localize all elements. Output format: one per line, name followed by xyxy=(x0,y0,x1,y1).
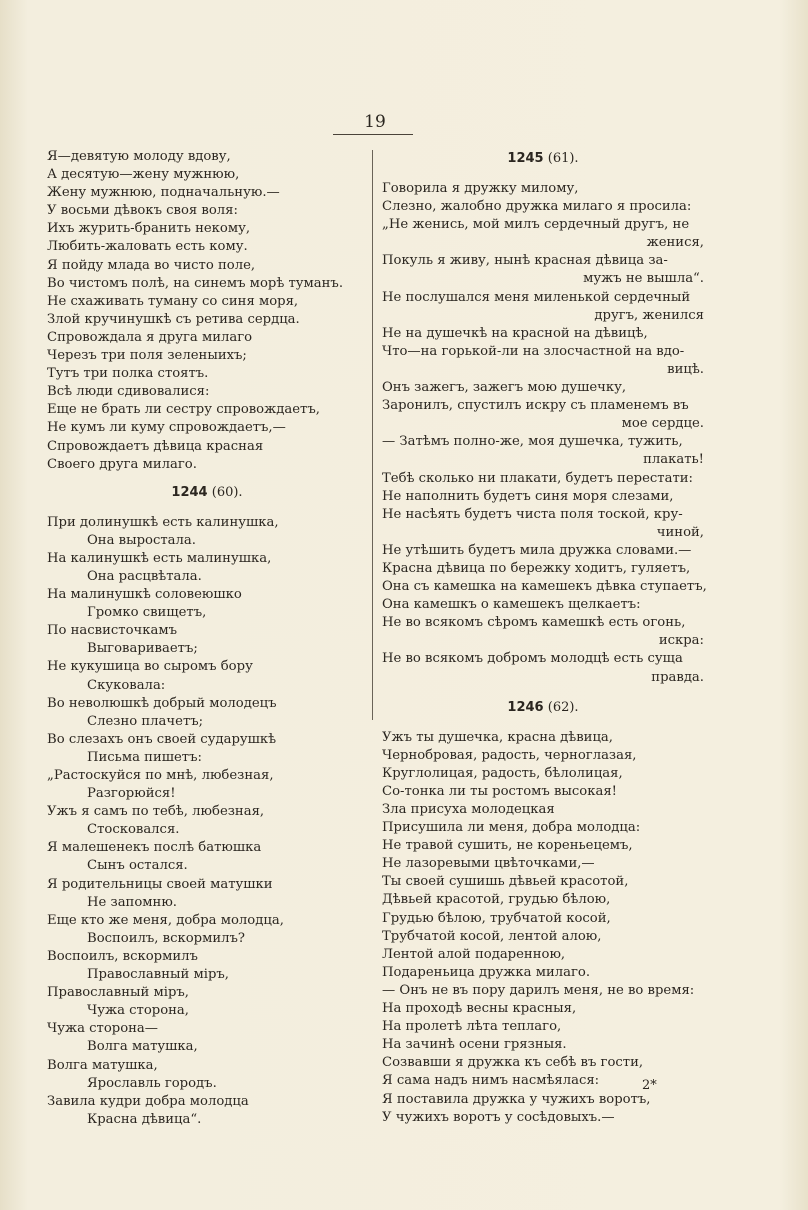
page-number-rule xyxy=(333,134,413,135)
text-line: Чужа сторона— xyxy=(47,1021,158,1037)
song-number: 1246 xyxy=(507,699,544,715)
text-line: Красна дѣвица по бережку ходитъ, гуляетъ, xyxy=(382,560,691,576)
text-line: Говорила я дружку милому, xyxy=(382,181,579,196)
text-line: Стосковался. xyxy=(87,822,180,838)
text-line: Я малешенекъ послѣ батюшка xyxy=(47,840,262,856)
text-line: — Затѣмъ полно-же, моя душечка, тужить, xyxy=(382,434,683,450)
text-line: Не во всякомъ добромъ молодцѣ есть суща xyxy=(382,651,683,667)
text-line: Лентой алой подаренною, xyxy=(382,946,566,962)
text-line: Спровождаетъ дѣвица красная xyxy=(47,438,264,454)
text-line: Всѣ люди сдивовалися: xyxy=(47,384,210,400)
text-line: Слезно плачетъ; xyxy=(87,713,204,729)
text-line: мое сердце. xyxy=(621,416,704,432)
text-line: Она камешкъ о камешекъ щелкаетъ: xyxy=(382,597,641,613)
text-line: Трубчатой косой, лентой алою, xyxy=(382,928,602,944)
text-line: другъ, женился xyxy=(594,307,704,323)
text-line: Ужъ ты душечка, красна дѣвица, xyxy=(382,729,613,745)
text-line: правда. xyxy=(651,669,704,685)
song-1246-text xyxy=(382,729,704,1127)
text-line: Не утѣшить будетъ мила дружка словами.— xyxy=(382,542,692,558)
text-line: Своего друга милаго. xyxy=(47,456,197,472)
song-1245-text xyxy=(382,180,707,687)
text-line: Православный міръ, xyxy=(47,985,189,1001)
text-line: Заронилъ, спустилъ искру съ пламенемъ въ xyxy=(382,398,689,414)
text-line: Во неволюшкѣ добрый молодецъ xyxy=(47,695,277,711)
text-line: Тебѣ сколько ни плакати, будетъ перестати: xyxy=(382,470,693,486)
text-line: Чужа сторона, xyxy=(87,1003,189,1019)
text-line: Ихъ журить-бранить некому, xyxy=(47,221,251,237)
text-line: На малинушкѣ соловеюшко xyxy=(47,587,242,603)
text-line: Зла присуха молодецкая xyxy=(382,802,555,817)
text-line: Созвавши я дружка къ себѣ въ гости, xyxy=(382,1055,644,1071)
text-line: Православный міръ, xyxy=(87,967,229,983)
song-heading-1244 xyxy=(47,482,367,504)
text-line: Не запомню. xyxy=(87,894,178,910)
text-line: Я поставила дружка у чужихъ воротъ, xyxy=(382,1091,651,1107)
text-line: При долинушкѣ есть калинушка, xyxy=(47,514,279,530)
song-subnumber: (62). xyxy=(547,699,579,715)
text-line: Не насѣять будетъ чиста поля тоской, кру- xyxy=(382,506,683,522)
text-line: Еще кто же меня, добра молодца, xyxy=(47,912,284,928)
page-number: 19 xyxy=(364,112,386,132)
text-line: Она расцвѣтала. xyxy=(87,568,202,584)
text-line: Во слезахъ онъ своей сударушкѣ xyxy=(47,731,277,747)
text-line: Воспоилъ, вскормилъ? xyxy=(87,930,246,946)
text-line: На проходѣ весны красныя, xyxy=(382,1001,577,1017)
text-line: Не травой сушить, не кореньецемъ, xyxy=(382,838,633,854)
text-line: Еще не брать ли сестру спровождаетъ, xyxy=(47,402,320,418)
text-line: Круглолицая, радость, бѣлолицая, xyxy=(382,765,623,781)
text-line: — Онъ не въ пору дарилъ меня, не во время: xyxy=(382,982,695,998)
text-line: У чужихъ воротъ у сосѣдовыхъ.— xyxy=(382,1109,615,1125)
text-line: На зачинѣ осени грязныя. xyxy=(382,1037,567,1053)
text-line: „Не женись, мой милъ сердечный другъ, не xyxy=(382,217,690,233)
text-line: Ужъ я самъ по тебѣ, любезная, xyxy=(47,804,265,820)
text-line: плакать! xyxy=(643,452,704,468)
right-column xyxy=(382,148,707,1127)
text-line: Не послушался меня миленькой сердечный xyxy=(382,289,691,305)
text-line: Спровождала я друга милаго xyxy=(47,329,253,345)
text-line: Злой кручинушкѣ съ ретива сердца. xyxy=(47,311,300,327)
text-line: Слезно, жалобно дружка милаго я просила: xyxy=(382,199,692,215)
column-divider xyxy=(372,150,373,720)
text-line: Скуковала: xyxy=(87,677,166,693)
text-line: Она выростала. xyxy=(87,532,196,548)
text-line: Не на душечкѣ на красной на дѣвицѣ, xyxy=(382,325,648,341)
text-line: Выговариваетъ; xyxy=(87,641,198,657)
text-line: Не кукушица во сыромъ бору xyxy=(47,659,253,675)
text-line: мужъ не вышла“. xyxy=(583,271,704,287)
text-line: Красна дѣвица“. xyxy=(87,1111,202,1127)
text-line: Тутъ три полка стоятъ. xyxy=(47,366,209,382)
song-1244-text xyxy=(47,514,367,1129)
text-line: Ярославль городъ. xyxy=(87,1075,217,1091)
text-line: Чернобровая, радость, черноглазая, xyxy=(382,747,637,763)
song-number: 1245 xyxy=(507,151,544,166)
text-line: вицѣ. xyxy=(667,361,704,377)
text-line: Я пойду млада во чисто поле, xyxy=(47,257,256,273)
text-line: Покуль я живу, нынѣ красная дѣвица за- xyxy=(382,253,668,269)
text-line: Не наполнить будетъ синя моря слезами, xyxy=(382,488,674,504)
text-line: Я—девятую молоду вдову, xyxy=(47,149,231,164)
text-line: Со-тонка ли ты ростомъ высокая! xyxy=(382,783,617,799)
song-number: 1244 xyxy=(171,484,208,500)
song-heading-1245 xyxy=(382,148,704,170)
text-line: Ты своей сушишь дѣвьей красотой, xyxy=(382,874,629,890)
text-line: Волга матушка, xyxy=(47,1057,158,1073)
text-line: Завила кудри добра молодца xyxy=(47,1093,249,1109)
text-line: Присушила ли меня, добра молодца: xyxy=(382,820,641,836)
text-line: Сынъ остался. xyxy=(87,858,188,874)
text-line: женися, xyxy=(646,235,704,251)
text-line: Не во всякомъ сѣромъ камешкѣ есть огонь, xyxy=(382,615,686,631)
text-line: „Растоскуйся по мнѣ, любезная, xyxy=(47,768,274,783)
text-line: Не кумъ ли куму спровождаетъ,— xyxy=(47,420,286,436)
text-line: Во чистомъ полѣ, на синемъ морѣ туманъ. xyxy=(47,275,344,291)
text-line: На калинушкѣ есть малинушка, xyxy=(47,550,272,566)
text-line: Письма пишетъ: xyxy=(87,749,202,765)
text-line: Волга матушка, xyxy=(87,1039,198,1055)
text-line: А десятую—жену мужнюю, xyxy=(47,167,240,183)
text-line: Грудью бѣлою, трубчатой косой, xyxy=(382,910,611,926)
text-line: У восьми дѣвокъ своя воля: xyxy=(47,203,238,219)
text-line: Я сама надъ нимъ насмѣялася: xyxy=(382,1073,600,1089)
text-line: Любить-жаловать есть кому. xyxy=(47,239,248,255)
song-heading-1246 xyxy=(382,697,704,719)
text-line: Что—на горькой-ли на злосчастной на вдо- xyxy=(382,343,685,359)
text-line: Жену мужнюю, подначальную.— xyxy=(47,185,280,201)
text-line: Воспоилъ, вскормилъ xyxy=(47,948,198,964)
text-line: Не лазоревыми цвѣточками,— xyxy=(382,856,595,872)
text-line: Онъ зажегъ, зажегъ мою душечку, xyxy=(382,380,627,396)
signature-mark: 2* xyxy=(642,1078,657,1093)
left-column xyxy=(47,148,367,1129)
text-line: Черезъ три поля зеленыихъ; xyxy=(47,348,247,364)
song-subnumber: (61). xyxy=(547,151,579,166)
text-line: искра: xyxy=(658,633,704,649)
text-line: Она съ камешка на камешекъ дѣвка ступаетъ, xyxy=(382,579,707,595)
text-line: Дѣвьей красотой, грудью бѣлою, xyxy=(382,892,611,908)
text-line: Подареньица дружка милаго. xyxy=(382,964,591,980)
left-intro-text xyxy=(47,148,367,474)
text-line: чиной, xyxy=(656,524,704,540)
song-subnumber: (60). xyxy=(211,484,243,500)
text-line: По насвисточкамъ xyxy=(47,623,177,639)
text-line: Не схаживать туману со синя моря, xyxy=(47,293,299,309)
text-line: На пролетѣ лѣта теплаго, xyxy=(382,1019,562,1035)
text-line: Разгорюйся! xyxy=(87,786,176,802)
text-line: Громко свищетъ, xyxy=(87,605,207,621)
text-line: Я родительницы своей матушки xyxy=(47,876,273,892)
